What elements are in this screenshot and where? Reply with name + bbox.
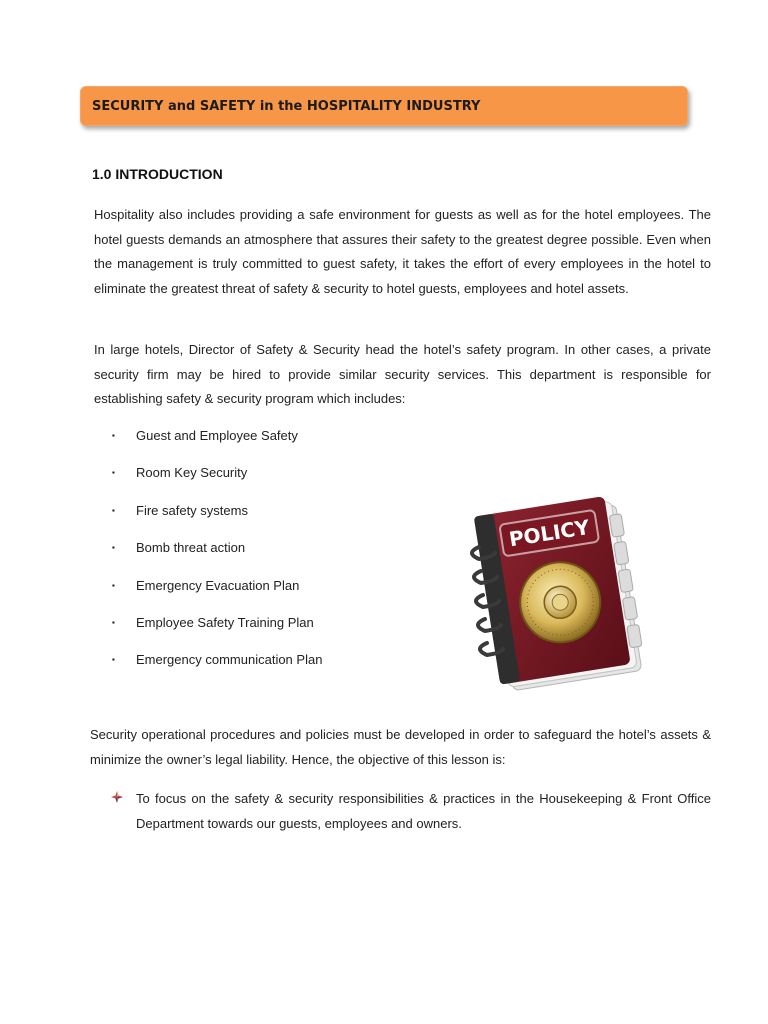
list-item-text: Emergency Evacuation Plan [136,577,300,593]
square-bullet-icon: ▪ [112,655,115,665]
list-item-text: Bomb threat action [136,540,246,556]
list-item [112,574,322,611]
objective-intro-paragraph: Security operational procedures and policies must be developed in order to safeguard the hotel’s assets & minimize the owner’s legal liability. Hence, the objective of this lesson is: [90,727,711,767]
square-bullet-icon: ▪ [112,468,115,478]
list-item-text: Guest and Employee Safety [136,428,298,443]
policy-label: POLICY [507,514,592,552]
section-heading: 1.0 INTRODUCTION [92,166,223,182]
square-bullet-icon: ▪ [112,580,115,590]
intro-paragraph: Hospitality also includes providing a safe environment for guests as well as for the hotel employees. The hotel guests demands an atmosphere that assures their safety to the greatest degree possible. Even when the management is truly committed to guest safety, it takes the effort of every employees in the hotel to eliminate the greatest threat of safety & security to hotel guests, employees and hotel assets. [94,207,711,296]
list-item-text: Emergency communication Plan [136,652,323,668]
title-banner [80,86,688,126]
program-list [112,424,322,686]
list-item-text: Fire safety systems [136,502,248,518]
objective-item [111,786,711,836]
list-item-text: Employee Safety Training Plan [136,614,314,630]
square-bullet-icon: ▪ [112,543,115,553]
list-item-text: Room Key Security [136,465,248,481]
square-bullet-icon: ▪ [112,431,115,440]
list-item [112,499,322,536]
four-point-star-bullet-icon [111,791,123,803]
policy-binder-with-safe-dial-icon [455,495,655,695]
list-item [112,648,322,685]
objective-text: To focus on the safety & security responsibilities & practices in the Housekeeping & Front Office Department towards our guests, employees and owners. [136,791,711,831]
list-item [112,461,322,498]
list-item [112,536,322,573]
document-title: SECURITY and SAFETY in the HOSPITALITY INDUSTRY [92,98,481,114]
department-paragraph: In large hotels, Director of Safety & Security head the hotel’s safety program. In other cases, a private security firm may be hired to provide similar security services. This department is responsible for establishing safety & security program which includes: [94,342,711,407]
policy-binder-image [455,495,655,695]
square-bullet-icon: ▪ [112,617,115,627]
list-item [112,611,322,648]
square-bullet-icon: ▪ [112,505,115,515]
list-item [112,424,322,461]
